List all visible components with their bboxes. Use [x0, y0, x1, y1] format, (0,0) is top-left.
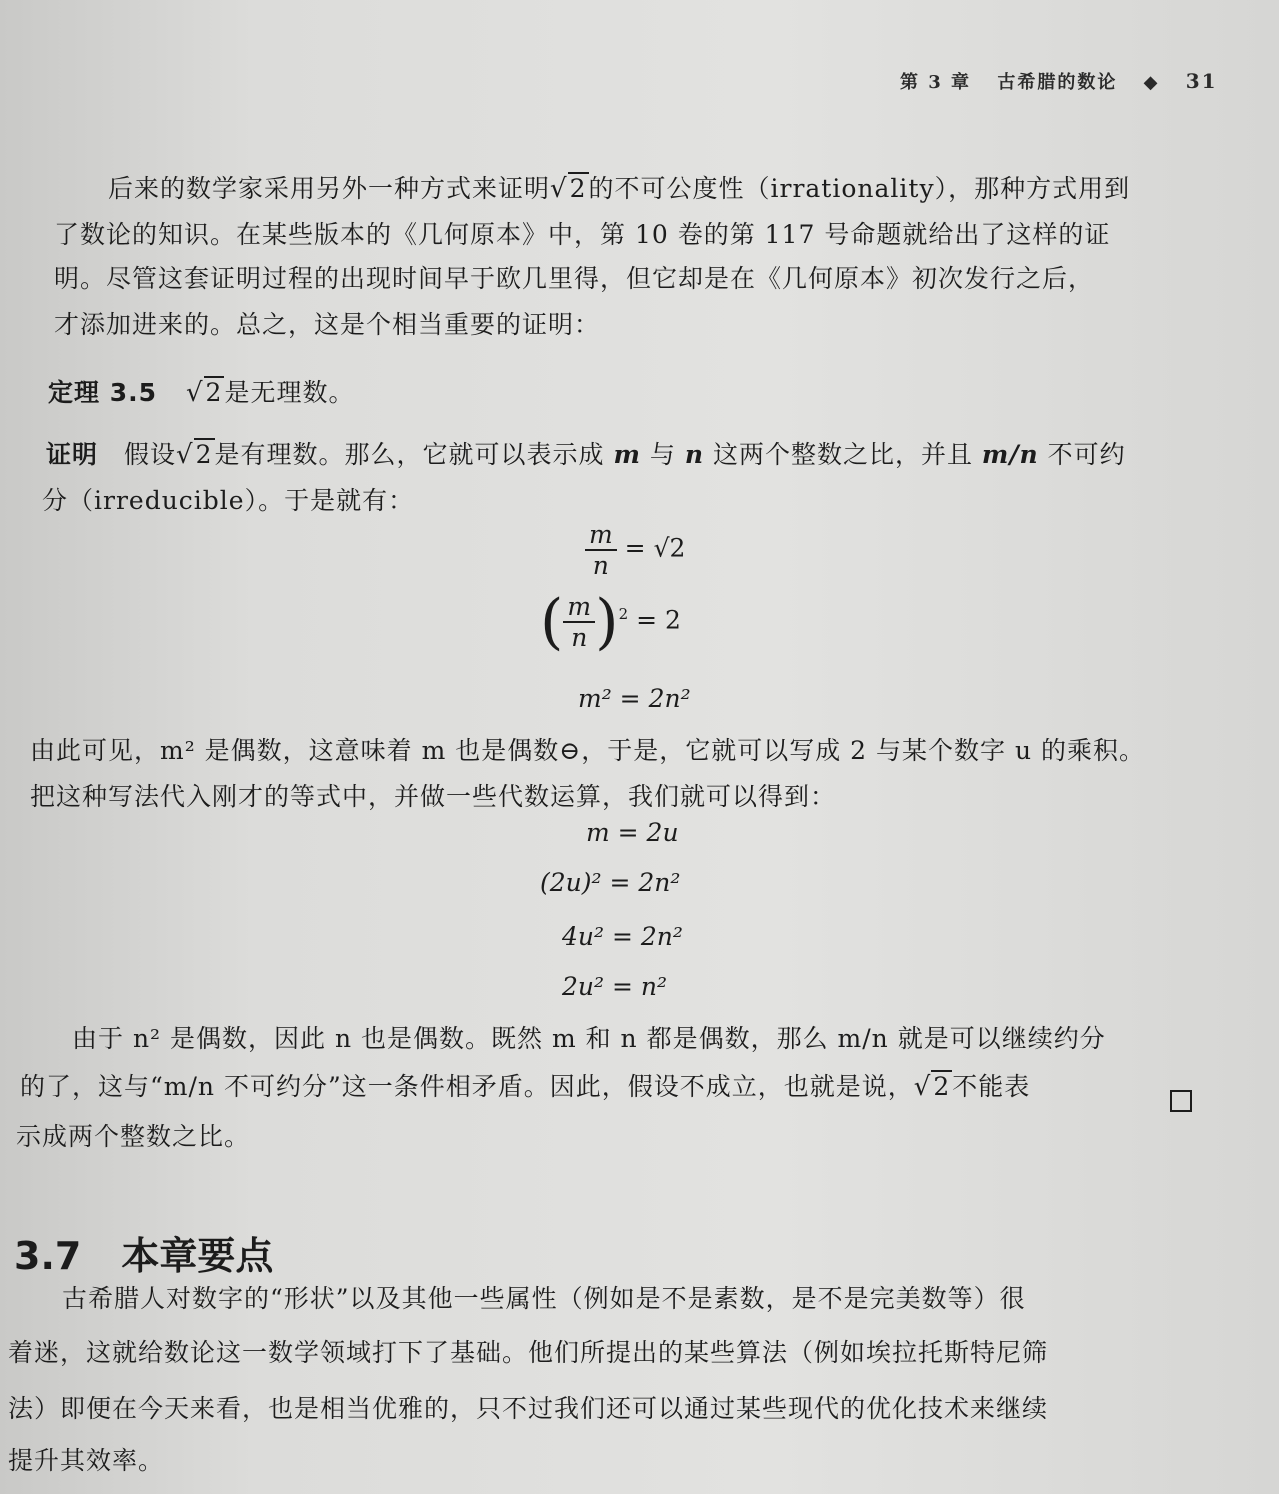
summary-line-3: 法）即便在今天来看，也是相当优雅的，只不过我们还可以通过某些现代的优化技术来继续	[8, 1394, 1049, 1423]
proof-line-1: 证明 假设√2是有理数。那么，它就可以表示成 m 与 n 这两个整数之比，并且 m/n 不可约	[46, 440, 1126, 470]
page-number: 31	[1185, 69, 1218, 93]
equation-m-over-n: $\frac{m}{n}$ = √2	[585, 520, 685, 580]
section-heading	[14, 1225, 273, 1280]
equation-m-2u: m = 2u	[586, 818, 679, 847]
diamond-icon: ◆	[1143, 72, 1160, 93]
section-number: 3.7	[14, 1234, 82, 1278]
chapter-title: 古希腊的数论	[997, 72, 1118, 93]
equation-2u-squared: (2u)² = 2n²	[540, 868, 681, 897]
summary-line-2: 着迷，这就给数论这一数学领域打下了基础。他们所提出的某些算法（例如埃拉托斯特尼筛	[8, 1338, 1049, 1367]
intro-line-3: 明。尽管这套证明过程的出现时间早于欧几里得，但它却是在《几何原本》初次发行之后，	[54, 264, 1095, 293]
conclusion-line-2: 的了，这与“m/n 不可约分”这一条件相矛盾。因此，假设不成立，也就是说，√2不能表	[20, 1072, 1031, 1102]
section-title: 本章要点	[121, 1234, 274, 1278]
equation-m2: m² = 2n²	[578, 684, 691, 713]
summary-line-4: 提升其效率。	[8, 1446, 165, 1475]
running-header	[900, 68, 1230, 94]
theorem: 定理 3.5 √2是无理数。	[48, 378, 355, 408]
intro-line-1: 后来的数学家采用另外一种方式来证明√2的不可公度性（irrationality），那种方式用到	[108, 174, 1131, 204]
sqrt-symbol: √2	[185, 378, 223, 408]
middle-line-2: 把这种写法代入刚才的等式中，并做一些代数运算，我们就可以得到：	[30, 782, 837, 811]
equation-2u2: 2u² = n²	[562, 972, 667, 1001]
sqrt-symbol: √2	[176, 440, 213, 470]
proof-label: 证明	[46, 440, 99, 469]
conclusion-line-1: 由于 n² 是偶数，因此 n 也是偶数。既然 m 和 n 都是偶数，那么 m/n 就是可以继续约分	[72, 1024, 1106, 1053]
chapter-number: 第 3 章	[900, 72, 972, 93]
theorem-label: 定理 3.5	[48, 378, 157, 407]
intro-line-2: 了数论的知识。在某些版本的《几何原本》中，第 10 卷的第 117 号命题就给出了这样的证	[54, 220, 1111, 249]
qed-box-icon	[1170, 1090, 1192, 1112]
middle-line-1: 由此可见，m² 是偶数，这意味着 m 也是偶数⊖，于是，它就可以写成 2 与某个数字 u 的乘积。	[30, 736, 1146, 765]
intro-line-4: 才添加进来的。总之，这是个相当重要的证明：	[54, 310, 601, 339]
equation-squared: ( $\frac{m}{n}$ )$^2$ = 2	[540, 587, 681, 657]
equation-4u2: 4u² = 2n²	[562, 922, 683, 951]
sqrt-symbol: √2	[913, 1072, 951, 1102]
sqrt-symbol: √2	[550, 174, 587, 204]
summary-line-1: 古希腊人对数字的“形状”以及其他一些属性（例如是不是素数，是不是完美数等）很	[62, 1284, 1026, 1313]
proof-line-2: 分（irreducible）。于是就有：	[42, 486, 415, 515]
conclusion-line-3: 示成两个整数之比。	[16, 1122, 251, 1151]
